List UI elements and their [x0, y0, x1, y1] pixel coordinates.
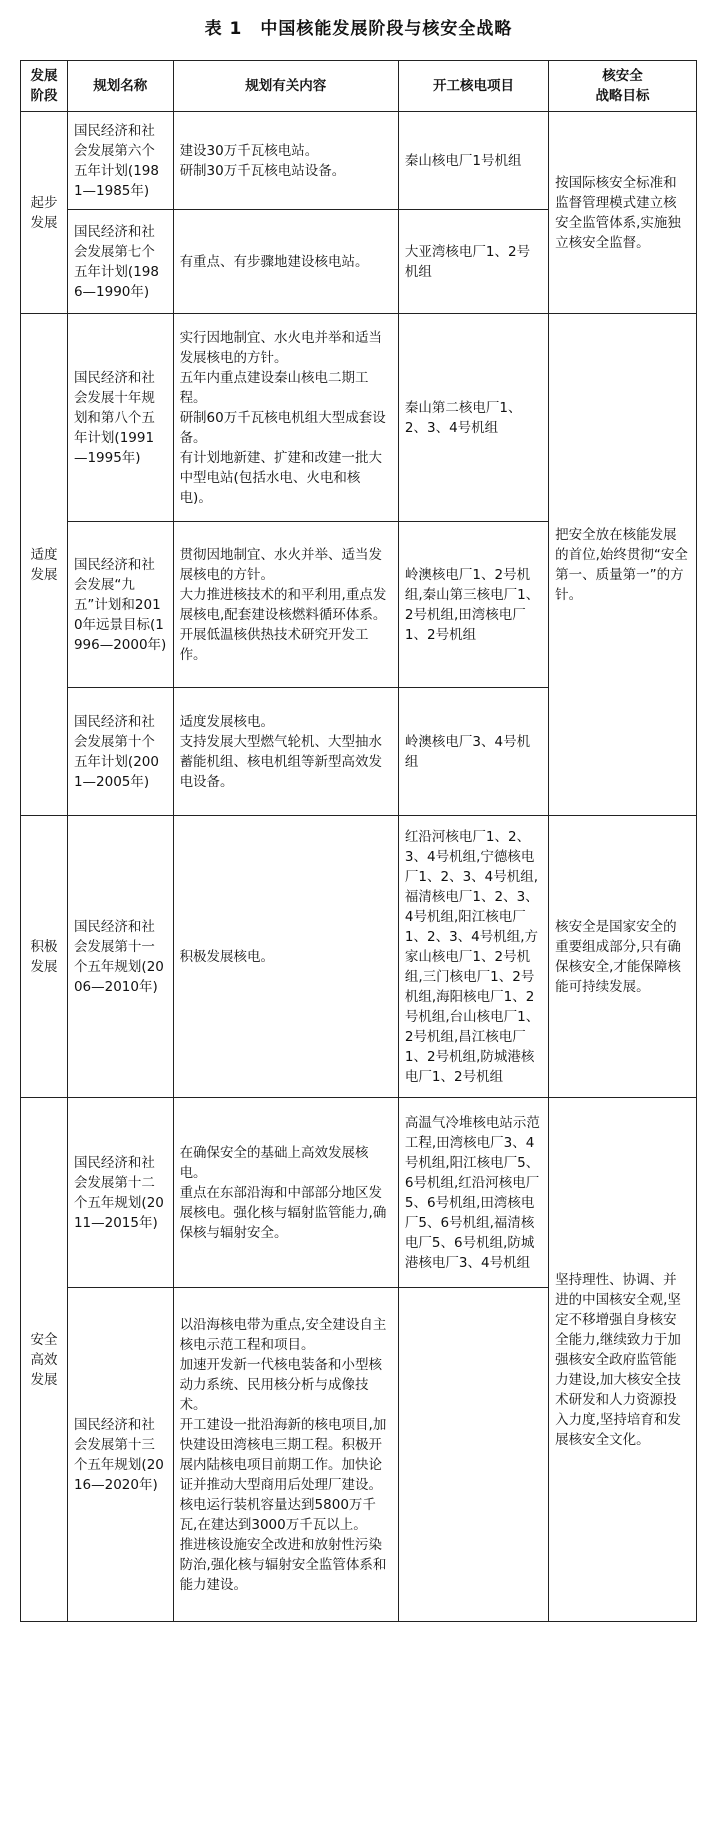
project-cell: 岭澳核电厂1、2号机组,秦山第三核电厂1、2号机组,田湾核电厂1、2号机组 [398, 522, 548, 688]
goal-cell: 核安全是国家安全的重要组成部分,只有确保核安全,才能保障核能可持续发展。 [549, 816, 697, 1098]
content-cell: 以沿海核电带为重点,安全建设自主核电示范工程和项目。 加速开发新一代核电装备和小型核动力系统、民用核分析与成像技术。 开工建设一批沿海新的核电项目,加快建设田湾核电三期工程。积极开展内陆核电项目前期工作。加快论证并推动大型商用后处理厂建设。核电运行装机容量达到5800万千瓦,在建达到3000万千瓦以上。 推进核设施安全改进和放射性污染防治,强化核与辐射安全监管体系和能力建设。 [173, 1288, 398, 1622]
goal-cell: 坚持理性、协调、并进的中国核安全观,坚定不移增强自身核安全能力,继续致力于加强核安全政府监管能力建设,加大核安全技术研发和人力资源投入力度,坚持培育和发展核安全文化。 [549, 1098, 697, 1622]
project-cell: 高温气冷堆核电站示范工程,田湾核电厂3、4号机组,阳江核电厂5、6号机组,红沿河核电厂5、6号机组,田湾核电厂5、6号机组,福清核电厂5、6号机组,防城港核电厂3、4号机组 [398, 1098, 548, 1288]
header-plan: 规划名称 [67, 61, 173, 112]
plan-cell: 国民经济和社会发展十年规划和第八个五年计划(1991—1995年) [67, 314, 173, 522]
content-cell: 有重点、有步骤地建设核电站。 [173, 210, 398, 314]
header-row [21, 61, 697, 112]
stage-cell: 起步 发展 [21, 112, 68, 314]
content-cell: 贯彻因地制宜、水火并举、适当发展核电的方针。 大力推进核技术的和平利用,重点发展核电,配套建设核燃料循环体系。 开展低温核供热技术研究开发工作。 [173, 522, 398, 688]
project-cell: 秦山第二核电厂1、2、3、4号机组 [398, 314, 548, 522]
stage-cell: 适度 发展 [21, 314, 68, 816]
plan-cell: 国民经济和社会发展第十个五年计划(2001—2005年) [67, 688, 173, 816]
plan-cell: 国民经济和社会发展第十二个五年规划(2011—2015年) [67, 1098, 173, 1288]
table-row [21, 112, 697, 210]
goal-cell: 把安全放在核能发展的首位,始终贯彻“安全第一、质量第一”的方针。 [549, 314, 697, 816]
content-cell: 实行因地制宜、水火电并举和适当发展核电的方针。 五年内重点建设秦山核电二期工程。 研制60万千瓦核电机组大型成套设备。 有计划地新建、扩建和改建一批大中型电站(包括水电、火电和核电)。 [173, 314, 398, 522]
stage-cell: 积极 发展 [21, 816, 68, 1098]
plan-cell: 国民经济和社会发展第六个五年计划(1981—1985年) [67, 112, 173, 210]
stage-cell: 安全 高效 发展 [21, 1098, 68, 1622]
table-row [21, 314, 697, 522]
project-cell: 秦山核电厂1号机组 [398, 112, 548, 210]
table-row [21, 816, 697, 1098]
goal-cell: 按国际核安全标准和监督管理模式建立核安全监管体系,实施独立核安全监督。 [549, 112, 697, 314]
content-cell: 适度发展核电。 支持发展大型燃气轮机、大型抽水蓄能机组、核电机组等新型高效发电设备。 [173, 688, 398, 816]
plan-cell: 国民经济和社会发展“九五”计划和2010年远景目标(1996—2000年) [67, 522, 173, 688]
content-cell: 积极发展核电。 [173, 816, 398, 1098]
plan-cell: 国民经济和社会发展第七个五年计划(1986—1990年) [67, 210, 173, 314]
header-goal: 核安全 战略目标 [549, 61, 697, 112]
project-cell: 岭澳核电厂3、4号机组 [398, 688, 548, 816]
header-content: 规划有关内容 [173, 61, 398, 112]
table-title: 表 1 中国核能发展阶段与核安全战略 [204, 19, 513, 39]
plan-cell: 国民经济和社会发展第十一个五年规划(2006—2010年) [67, 816, 173, 1098]
project-cell [398, 1288, 548, 1622]
table-row [21, 1098, 697, 1288]
plan-cell: 国民经济和社会发展第十三个五年规划(2016—2020年) [67, 1288, 173, 1622]
content-cell: 建设30万千瓦核电站。 研制30万千瓦核电站设备。 [173, 112, 398, 210]
project-cell: 红沿河核电厂1、2、3、4号机组,宁德核电厂1、2、3、4号机组,福清核电厂1、2、3、4号机组,阳江核电厂1、2、3、4号机组,方家山核电厂1、2号机组,三门核电厂1、2号机组,海阳核电厂1、2号机组,台山核电厂1、2号机组,昌江核电厂1、2号机组,防城港核电厂1、2号机组 [398, 816, 548, 1098]
header-project: 开工核电项目 [398, 61, 548, 112]
nuclear-strategy-table [20, 60, 697, 1622]
project-cell: 大亚湾核电厂1、2号机组 [398, 210, 548, 314]
header-stage: 发展 阶段 [21, 61, 68, 112]
content-cell: 在确保安全的基础上高效发展核电。 重点在东部沿海和中部部分地区发展核电。强化核与辐射监管能力,确保核与辐射安全。 [173, 1098, 398, 1288]
